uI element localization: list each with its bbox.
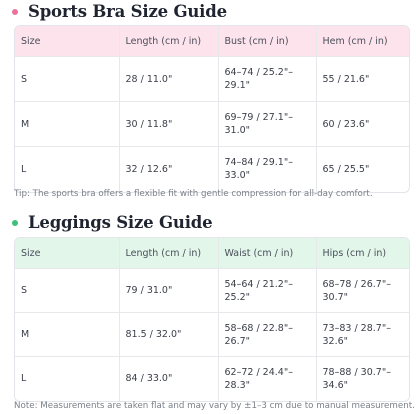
leggings-measurement-note: Note: Measurements are taken flat and may vary by ±1–3 cm due to manual measurement. — [14, 401, 415, 411]
table-header-row — [15, 238, 409, 269]
table-row — [15, 102, 409, 147]
sports-bra-size-table — [14, 25, 410, 193]
waist-cell: 54–64 / 21.2"–25.2" — [218, 269, 316, 313]
hem-cell: 65 / 25.5" — [316, 147, 409, 192]
table-header-row — [15, 26, 409, 57]
column-header: Waist (cm / in) — [218, 238, 316, 269]
size-cell: S — [21, 285, 28, 296]
leggings-section-title — [12, 213, 212, 232]
bust-cell: 69–79 / 27.1"–31.0" — [218, 102, 316, 147]
hips-cell: 68–78 / 26.7"–30.7" — [316, 269, 409, 313]
leggings-size-table — [14, 237, 410, 402]
length-cell: 30 / 11.8" — [119, 102, 218, 147]
column-header: Length (cm / in) — [119, 238, 218, 269]
size-cell: L — [15, 357, 119, 401]
hips-cell: 78–88 / 30.7"–34.6" — [316, 357, 409, 401]
column-header: Hem (cm / in) — [316, 26, 409, 57]
size-cell: M — [15, 102, 119, 147]
waist-cell: 62–72 / 24.4"–28.3" — [218, 357, 316, 401]
leggings-title-text: Leggings Size Guide — [28, 213, 213, 232]
table-row — [15, 357, 409, 401]
sports-bra-section-title — [12, 2, 227, 21]
table-row — [15, 313, 409, 357]
size-cell: S — [21, 73, 28, 85]
column-header: Hips (cm / in) — [316, 238, 409, 269]
hem-cell: 55 / 21.6" — [316, 57, 409, 102]
column-header: Size — [15, 26, 119, 57]
table-row — [15, 147, 409, 192]
bust-cell: 64–74 / 25.2"–29.1" — [218, 57, 316, 102]
sports-bra-title-text: Sports Bra Size Guide — [28, 2, 227, 21]
length-cell: 32 / 12.6" — [119, 147, 218, 192]
size-cell: L — [15, 147, 119, 192]
length-cell: 81.5 / 32.0" — [119, 313, 218, 357]
length-cell: 84 / 33.0" — [119, 357, 218, 401]
hips-cell: 73–83 / 28.7"–32.6" — [316, 313, 409, 357]
length-cell: 79 / 31.0" — [119, 269, 218, 313]
column-header: Size — [15, 238, 119, 269]
hem-cell: 60 / 23.6" — [316, 102, 409, 147]
size-cell: M — [15, 313, 119, 357]
pink-bullet-icon — [12, 9, 18, 15]
bust-cell: 74–84 / 29.1"–33.0" — [218, 147, 316, 192]
column-header: Bust (cm / in) — [218, 26, 316, 57]
waist-cell: 58–68 / 22.8"–26.7" — [218, 313, 316, 357]
table-row — [15, 269, 409, 313]
sports-bra-tip: Tip: The sports bra offers a flexible fit with gentle compression for all-day comfort. — [14, 189, 373, 199]
length-cell: 28 / 11.0" — [119, 57, 218, 102]
table-row — [15, 57, 409, 102]
column-header: Length (cm / in) — [119, 26, 218, 57]
green-bullet-icon — [12, 220, 18, 226]
